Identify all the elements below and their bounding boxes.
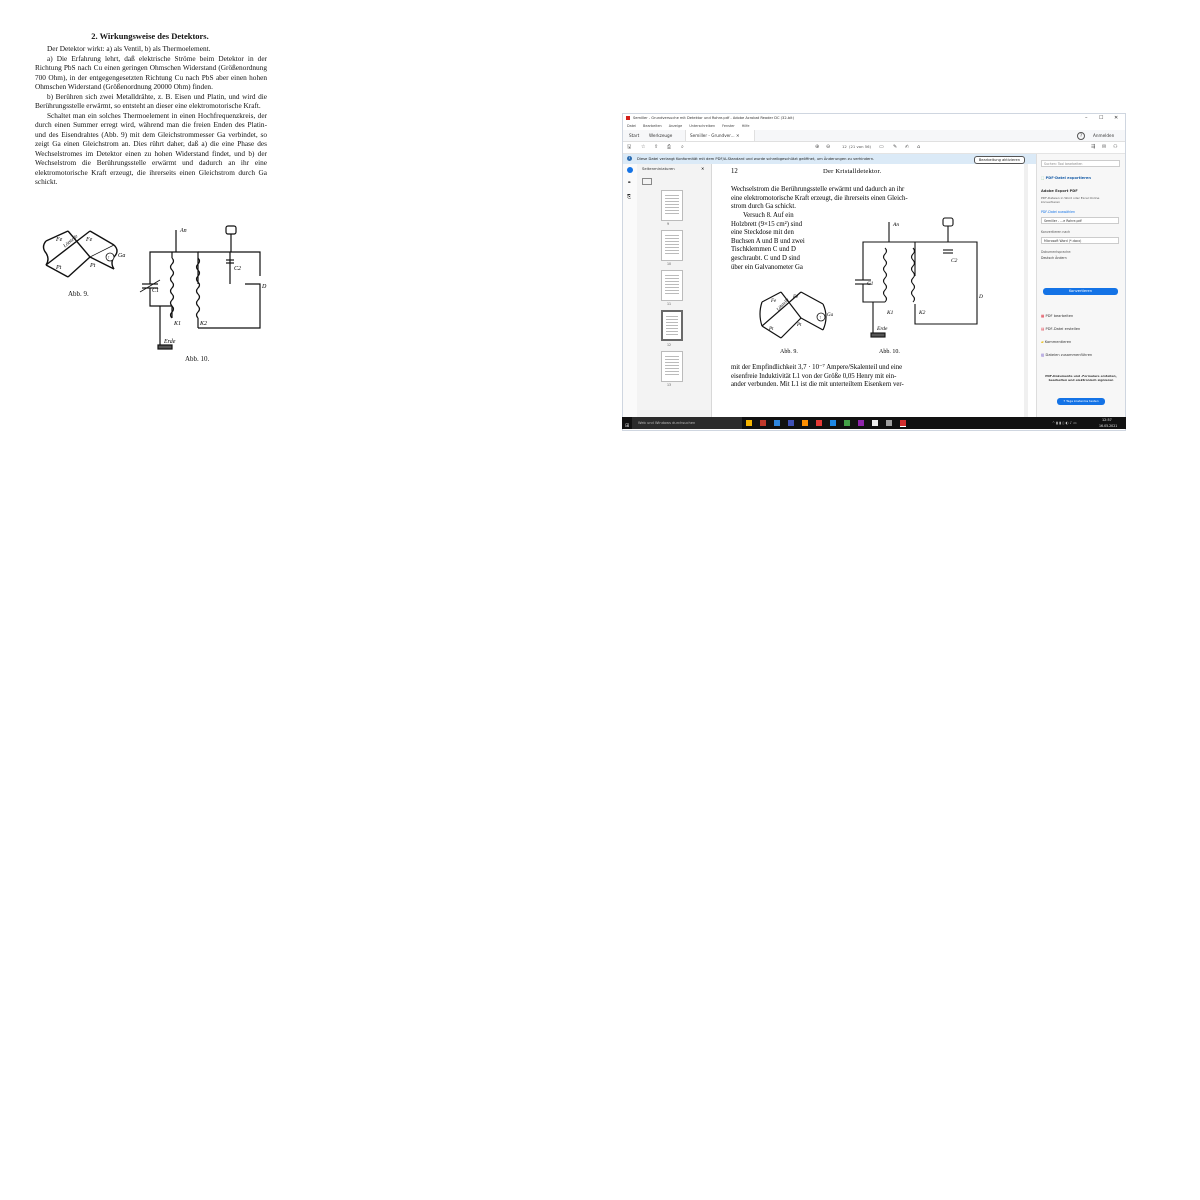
file-explorer-icon[interactable] (746, 420, 752, 426)
comment-tool-icon: ▰ (1041, 340, 1045, 344)
app-icon[interactable] (802, 420, 808, 426)
upload-icon[interactable]: ⇪ (654, 144, 659, 150)
app-icon[interactable] (844, 420, 850, 426)
pdf-page (727, 164, 1017, 418)
text-line: strom durch Ga schickt. (731, 203, 796, 211)
user-icon[interactable]: ⚇ (1113, 144, 1118, 150)
svg-text:Fe: Fe (771, 299, 777, 304)
thumbnail-number: 10 (667, 262, 672, 266)
help-icon[interactable]: ? (1077, 132, 1085, 140)
menu-file[interactable]: Datei (627, 124, 637, 128)
export-pdf-header[interactable] (1041, 176, 1091, 180)
figure-9-diagram (38, 223, 138, 283)
fig9-caption: Abb. 9. (68, 290, 89, 298)
edit-pdf-label: PDF bearbeiten (1045, 314, 1074, 318)
running-head: Der Kristalldetektor. (823, 168, 882, 175)
thumbnail-number: 9 (667, 222, 670, 226)
edit-pdf-icon: ▦ (1041, 314, 1046, 318)
adobe-export-title: Adobe Export PDF (1041, 189, 1078, 193)
page-text-top (731, 186, 971, 212)
fig9-label-fe2: Fe (86, 237, 93, 243)
menu-sign[interactable]: Unterschreiben (689, 124, 716, 128)
link-icon[interactable]: ⚭ (627, 180, 632, 186)
fig10-caption: Abb. 10. (185, 355, 210, 363)
tag-icon[interactable]: ⌂ (917, 144, 921, 150)
tab-document[interactable] (685, 130, 755, 141)
fig10-label-d: D (262, 284, 267, 290)
page-count: (21 von 56) (849, 144, 872, 149)
text-line: Versuch 8. Auf ein (743, 212, 794, 219)
title-bar (623, 114, 1125, 123)
comment-icon[interactable]: ▭ (879, 144, 884, 150)
pdf-figure-9 (757, 284, 847, 344)
thumbnail-page[interactable] (661, 351, 683, 382)
create-pdf-icon: ▤ (1041, 327, 1046, 331)
export-pdf-label: PDF-Datei exportieren (1045, 176, 1091, 180)
app-icon[interactable] (760, 420, 766, 426)
convert-button[interactable]: Konvertieren (1043, 288, 1118, 295)
edit-pdf-item[interactable] (1041, 314, 1073, 318)
text-line: geschraubt. C und D sind (731, 254, 800, 262)
signin-link[interactable]: Anmelden (1093, 133, 1115, 138)
svg-text:Pt: Pt (769, 327, 774, 332)
page-number-label: 12 (731, 168, 738, 175)
text-line: eine elektromotorische Kraft erzeugt, die ihrerseits einen Gleich- (731, 194, 908, 202)
thumbnail-panel (637, 164, 712, 418)
app-icon[interactable] (858, 420, 864, 426)
svg-text:Lötstelle: Lötstelle (775, 297, 790, 312)
page-down-icon[interactable]: ⊖ (826, 144, 831, 150)
menu-help[interactable]: Hilfe (741, 124, 750, 128)
text-line: über ein Galvanometer Ga (731, 263, 803, 271)
thumbnail-page[interactable] (661, 190, 683, 221)
page-up-icon[interactable]: ⊕ (815, 144, 820, 150)
left-nav-rail (623, 164, 638, 418)
windows-taskbar (622, 417, 1126, 429)
acrobat-taskbar-icon[interactable] (900, 420, 906, 427)
minimize-button[interactable]: – (1085, 115, 1088, 121)
main-toolbar (623, 141, 1125, 154)
doc-language-label: Dokumentsprache: (1041, 250, 1072, 254)
fig9-label-pt2: Pt (90, 263, 96, 269)
fig10-label-c1: C1 (152, 288, 160, 294)
app-icon[interactable] (774, 420, 780, 426)
text-line: mit der Empfindlichkeit 3,7 · 10⁻⁷ Ampere/Skalenteil und eine (731, 364, 903, 371)
create-pdf-item[interactable] (1041, 327, 1080, 331)
pages-icon[interactable] (627, 167, 633, 173)
thumbnail-panel-title: Seitenminiaturen (642, 166, 675, 171)
text-line: eine Steckdose mit den (731, 229, 794, 237)
fig9-label-fe: Fe (56, 237, 63, 243)
thumbnail-number: 11 (667, 302, 672, 306)
comment-item[interactable] (1041, 340, 1071, 344)
start-icon[interactable]: ⊞ (625, 423, 630, 429)
fig9-label-ga: Ga (118, 253, 126, 259)
pdf-figure-10 (839, 214, 989, 344)
save-icon[interactable]: 🖫 (627, 144, 632, 150)
pdf-fig10-caption: Abb. 10. (879, 349, 900, 355)
svg-text:Ga: Ga (827, 313, 834, 318)
mail-app-icon[interactable] (886, 420, 892, 426)
fig9-label-pt: Pt (56, 265, 62, 271)
section-heading: 2. Wirkungsweise des Detektors. (91, 31, 209, 41)
attachment-icon[interactable]: ⎘ (627, 194, 632, 200)
fig10-label-erde: Erde (164, 339, 176, 345)
bookmark-icon[interactable]: ☆ (641, 144, 646, 150)
app-icon[interactable] (788, 420, 794, 426)
scan-paragraph: Der Detektor wirkt: a) als Ventil, b) als Thermoelement. (47, 44, 211, 53)
svg-text:Fe: Fe (793, 295, 799, 300)
info-icon: i (629, 156, 630, 160)
svg-text:↑: ↑ (819, 316, 822, 321)
maximize-button[interactable]: ☐ (1099, 115, 1104, 121)
pen-icon[interactable]: ✎ (893, 144, 898, 150)
doc-language-value[interactable]: Deutsch Ändern (1041, 256, 1067, 260)
acrobat-logo-icon (626, 116, 630, 120)
document-scrollbar[interactable] (1024, 164, 1028, 418)
svg-text:↑: ↑ (107, 256, 110, 261)
combine-item[interactable] (1041, 353, 1092, 357)
clock-time[interactable]: 12:57 (1102, 418, 1112, 422)
scanned-page (30, 28, 270, 373)
infobar-message: Diese Datei verlangt Konformität mit dem PDF/A-Standard und wurde schreibgeschützt geöffnet, um Änderungen zu verhindern. (637, 157, 875, 161)
thumbnail-panel-close[interactable]: ✕ (701, 166, 705, 171)
svg-text:An: An (893, 222, 900, 228)
window-title: Semiller - Grundversuche mit Detektor und Rohre.pdf - Adobe Acrobat Reader DC (32-bit) (633, 116, 794, 120)
clock-date: 16.05.2021 (1099, 424, 1118, 428)
page-text-bottom (731, 364, 971, 390)
thumbnail-number: 13 (667, 383, 672, 387)
thumbnail-page[interactable] (661, 270, 683, 301)
scan-paragraph: a) Die Erfahrung lehrt, daß elektrische Ströme beim Detektor in der Richtung PbS nach Cu einen geringen Ohmschen Widerstand (Größenordnung 700 Ohm), in der entgegengesetzten Richtung Cu nach PbS aber einen hohen Ohmschen Widerstand (Größenordnung 20000 Ohm) finden. (35, 53, 267, 91)
thumbnail-number: 12 (667, 343, 672, 347)
tools-search-input[interactable]: Suchen: Tool bearbeiten (1041, 160, 1120, 167)
tab-start[interactable]: Start (629, 133, 640, 138)
export-pdf-icon: ⬚ (1041, 176, 1046, 180)
tab-tools[interactable]: Werkzeuge (649, 133, 673, 138)
share-icon[interactable]: ⇶ (1091, 144, 1096, 150)
tab-document-label: Semiller - Grundver... (690, 133, 735, 138)
text-line: Buchsen A und B und zwei (731, 237, 805, 245)
scan-body (35, 44, 267, 187)
create-pdf-label: PDF-Datei erstellen (1045, 327, 1081, 331)
fig10-label-c2: C2 (234, 266, 242, 272)
select-file-label: PDF-Datei auswählen (1041, 210, 1075, 214)
pdf-fig9-caption: Abb. 9. (780, 349, 798, 355)
svg-text:K2: K2 (919, 310, 926, 316)
fig10-label-k2: K2 (200, 321, 208, 327)
page-text-side (731, 212, 831, 272)
thumbnail-page[interactable] (661, 230, 683, 261)
taskbar-search[interactable]: Web und Windows durchsuchen (632, 417, 742, 429)
document-view[interactable] (712, 164, 1030, 418)
selected-file-field[interactable]: Semiller - ...e Rohre.pdf (1041, 217, 1119, 224)
combine-icon: ▥ (1041, 353, 1046, 357)
system-tray-icons[interactable]: ^ ▮ ▮ ▯ ◐ ♪ ▭ (1052, 421, 1077, 425)
svg-text:K1: K1 (887, 310, 894, 316)
search-icon[interactable]: ⌕ (681, 144, 684, 150)
fig9-label-contact: Lötstelle (63, 234, 80, 250)
scan-paragraph: Schaltet man ein solches Thermoelement in einen Hochfrequenzkreis, der durch einen Summer erregt wird, während man die freien Enden des Platin- und des Eisendrahtes (Abb. 9) mit dem Gleichstrommesser Ga verbindet, so zeigt Ga einen Gleichstrom an. Dies rührt daher, daß a) die eine Phase des Wechselstromes im Detektor einen zu hohen Widerstand findet, und b) der Wechselstrom die Berührungsstelle erwärmt und dadurch an ihr eine elektromotorische Kraft erzeugt, die ihrerseits einen Gleichstrom durch Ga schickt. (35, 110, 267, 186)
figure-10-diagram (130, 218, 270, 358)
thumbnail-page-selected[interactable] (661, 310, 683, 341)
tools-pane (1036, 154, 1126, 418)
scan-paragraph: b) Berühren sich zwei Metalldrähte, z. B. Eisen und Platin, und wird die Berührungsstelle erwärmt, so entsteht an dieser eine elektromotorische Kraft. (35, 91, 267, 110)
svg-text:Pt: Pt (797, 323, 802, 328)
svg-text:C1: C1 (867, 281, 874, 287)
comment-label: Kommentieren (1044, 340, 1072, 344)
acrobat-window (622, 113, 1126, 431)
text-line: Tischklemmen C und D (731, 246, 796, 254)
format-select[interactable]: Microsoft Word (*.docx) (1041, 237, 1119, 244)
text-line: eisenfreie Induktivität L1 von der Größe 0,05 Henry mit ein- (731, 372, 897, 380)
fig10-label-an: An (180, 228, 187, 234)
mail-icon[interactable]: ✉ (1102, 144, 1107, 150)
svg-text:D: D (979, 294, 983, 300)
page-number-input[interactable]: 12 (842, 144, 847, 149)
edge-icon[interactable] (830, 420, 836, 426)
menu-bar (623, 123, 1125, 130)
text-line: Holzbrett (9×15 cm²) sind (731, 220, 802, 228)
free-trial-button[interactable]: 7 Tage kostenlos testen (1057, 398, 1105, 405)
combine-label: Dateien zusammenführen (1045, 353, 1093, 357)
text-line: Wechselstrom die Berührungsstelle erwärmt und dadurch an ihr (731, 186, 905, 193)
text-line: ander verbunden. Mit L1 ist die mit unterteiltem Eisenkern ver- (731, 381, 904, 389)
tab-close-icon[interactable]: ✕ (735, 133, 740, 138)
print-icon[interactable]: ⎙ (667, 144, 672, 150)
fig10-label-k1: K1 (174, 321, 182, 327)
close-window-button[interactable]: ✕ (1114, 115, 1119, 121)
menu-edit[interactable]: Bearbeiten (643, 124, 662, 128)
sign-icon[interactable]: ✍ (905, 144, 910, 150)
svg-text:Erde: Erde (877, 326, 888, 332)
app-icon[interactable] (816, 420, 822, 426)
menu-view[interactable]: Anzeige (668, 124, 683, 128)
thumbnail-options-icon[interactable] (642, 178, 652, 185)
convert-to-label: Konvertieren nach (1041, 230, 1071, 234)
app-icon[interactable] (872, 420, 878, 426)
promo-text: PDF-Dokumente und -Formulare erstellen, bearbeiten und elektronisch signieren (1045, 374, 1117, 382)
adobe-export-desc: PDF-Dateien in Word oder Excel Online konvertieren (1041, 196, 1100, 204)
svg-text:C2: C2 (951, 258, 958, 264)
menu-window[interactable]: Fenster (722, 124, 735, 128)
enable-editing-button[interactable]: Bearbeitung aktivieren (974, 156, 1025, 164)
